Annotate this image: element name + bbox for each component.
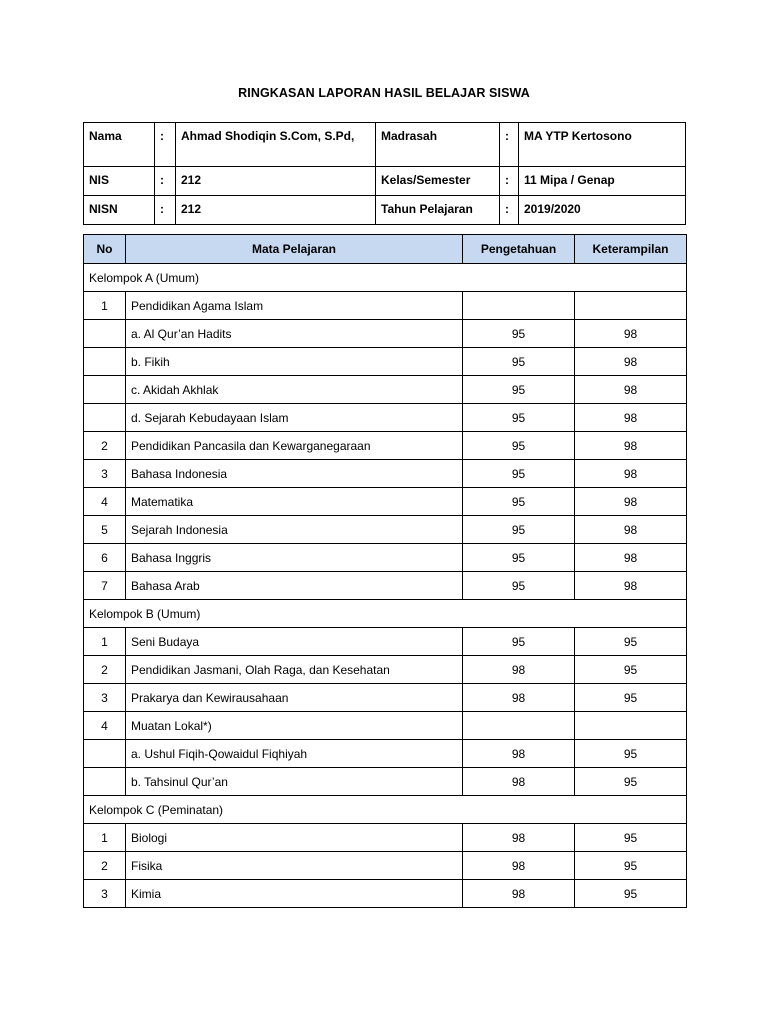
table-row xyxy=(84,404,687,432)
table-row xyxy=(84,320,687,348)
pengetahuan-score: 98 xyxy=(463,656,575,684)
group-label: Kelompok B (Umum) xyxy=(84,600,687,628)
row-number: 6 xyxy=(84,544,126,572)
pengetahuan-score: 95 xyxy=(463,432,575,460)
row-number xyxy=(84,740,126,768)
keterampilan-score: 98 xyxy=(575,516,687,544)
table-row xyxy=(84,852,687,880)
subject-name: Muatan Lokal*) xyxy=(126,712,463,740)
table-row xyxy=(84,460,687,488)
table-row xyxy=(84,712,687,740)
subject-name: b. Tahsinul Qur’an xyxy=(126,768,463,796)
subject-name: b. Fikih xyxy=(126,348,463,376)
keterampilan-score: 95 xyxy=(575,628,687,656)
subject-name: a. Ushul Fiqih-Qowaidul Fiqhiyah xyxy=(126,740,463,768)
table-row xyxy=(84,684,687,712)
keterampilan-score: 95 xyxy=(575,824,687,852)
pengetahuan-score: 98 xyxy=(463,740,575,768)
row-number: 3 xyxy=(84,880,126,908)
pengetahuan-score: 95 xyxy=(463,628,575,656)
info-row-nisn xyxy=(84,196,686,225)
group-row xyxy=(84,796,687,824)
row-number: 1 xyxy=(84,824,126,852)
row-number xyxy=(84,376,126,404)
pengetahuan-score xyxy=(463,292,575,320)
keterampilan-score: 95 xyxy=(575,880,687,908)
subject-name: c. Akidah Akhlak xyxy=(126,376,463,404)
tahun-value: 2019/2020 xyxy=(519,196,686,225)
kelas-value: 11 Mipa / Genap xyxy=(519,167,686,196)
row-number xyxy=(84,348,126,376)
madrasah-label: Madrasah xyxy=(376,123,500,167)
keterampilan-score: 95 xyxy=(575,656,687,684)
colon: : xyxy=(155,123,176,167)
subject-name: Sejarah Indonesia xyxy=(126,516,463,544)
info-row-nis xyxy=(84,167,686,196)
table-row xyxy=(84,376,687,404)
row-number: 3 xyxy=(84,460,126,488)
row-number: 2 xyxy=(84,852,126,880)
subject-name: Kimia xyxy=(126,880,463,908)
pengetahuan-score: 98 xyxy=(463,824,575,852)
madrasah-value: MA YTP Kertosono xyxy=(519,123,686,167)
keterampilan-score: 98 xyxy=(575,488,687,516)
row-number: 4 xyxy=(84,712,126,740)
keterampilan-score xyxy=(575,292,687,320)
tahun-label: Tahun Pelajaran xyxy=(376,196,500,225)
table-row xyxy=(84,768,687,796)
kelas-label: Kelas/Semester xyxy=(376,167,500,196)
pengetahuan-score: 98 xyxy=(463,768,575,796)
subject-name: Fisika xyxy=(126,852,463,880)
keterampilan-score: 98 xyxy=(575,572,687,600)
pengetahuan-score: 95 xyxy=(463,516,575,544)
keterampilan-score: 95 xyxy=(575,852,687,880)
pengetahuan-score: 95 xyxy=(463,544,575,572)
keterampilan-score: 98 xyxy=(575,376,687,404)
colon: : xyxy=(155,167,176,196)
row-number: 1 xyxy=(84,292,126,320)
group-row xyxy=(84,600,687,628)
colon: : xyxy=(500,123,519,167)
table-row xyxy=(84,488,687,516)
pengetahuan-score: 95 xyxy=(463,348,575,376)
row-number xyxy=(84,404,126,432)
row-number: 3 xyxy=(84,684,126,712)
subject-name: Pendidikan Agama Islam xyxy=(126,292,463,320)
table-row xyxy=(84,824,687,852)
pengetahuan-score: 95 xyxy=(463,488,575,516)
subject-name: Bahasa Arab xyxy=(126,572,463,600)
table-row xyxy=(84,880,687,908)
nis-label: NIS xyxy=(84,167,155,196)
keterampilan-score: 95 xyxy=(575,768,687,796)
pengetahuan-score: 98 xyxy=(463,880,575,908)
pengetahuan-score: 98 xyxy=(463,852,575,880)
grades-table xyxy=(83,234,687,908)
grades-header-row xyxy=(84,235,687,264)
colon: : xyxy=(500,196,519,225)
group-label: Kelompok C (Peminatan) xyxy=(84,796,687,824)
nama-label: Nama xyxy=(84,123,155,167)
subject-name: Bahasa Inggris xyxy=(126,544,463,572)
pengetahuan-score: 98 xyxy=(463,684,575,712)
row-number: 1 xyxy=(84,628,126,656)
page-title: RINGKASAN LAPORAN HASIL BELAJAR SISWA xyxy=(238,86,530,100)
subject-name: d. Sejarah Kebudayaan Islam xyxy=(126,404,463,432)
group-label: Kelompok A (Umum) xyxy=(84,264,687,292)
row-number: 2 xyxy=(84,432,126,460)
table-row xyxy=(84,740,687,768)
keterampilan-score: 98 xyxy=(575,432,687,460)
table-row xyxy=(84,628,687,656)
group-row xyxy=(84,264,687,292)
keterampilan-score: 98 xyxy=(575,348,687,376)
table-row xyxy=(84,348,687,376)
pengetahuan-score: 95 xyxy=(463,404,575,432)
subject-name: Matematika xyxy=(126,488,463,516)
row-number xyxy=(84,768,126,796)
keterampilan-score: 98 xyxy=(575,320,687,348)
table-row xyxy=(84,572,687,600)
header-mata-pelajaran: Mata Pelajaran xyxy=(126,235,463,264)
header-pengetahuan: Pengetahuan xyxy=(463,235,575,264)
pengetahuan-score: 95 xyxy=(463,376,575,404)
keterampilan-score xyxy=(575,712,687,740)
colon: : xyxy=(155,196,176,225)
table-row xyxy=(84,516,687,544)
pengetahuan-score: 95 xyxy=(463,320,575,348)
table-row xyxy=(84,432,687,460)
row-number xyxy=(84,320,126,348)
row-number: 2 xyxy=(84,656,126,684)
table-row xyxy=(84,656,687,684)
row-number: 7 xyxy=(84,572,126,600)
pengetahuan-score: 95 xyxy=(463,572,575,600)
keterampilan-score: 95 xyxy=(575,684,687,712)
subject-name: Seni Budaya xyxy=(126,628,463,656)
nis-value: 212 xyxy=(176,167,376,196)
table-row xyxy=(84,292,687,320)
student-info-table xyxy=(83,122,686,225)
subject-name: a. Al Qur’an Hadits xyxy=(126,320,463,348)
table-row xyxy=(84,544,687,572)
subject-name: Prakarya dan Kewirausahaan xyxy=(126,684,463,712)
keterampilan-score: 98 xyxy=(575,544,687,572)
nisn-value: 212 xyxy=(176,196,376,225)
colon: : xyxy=(500,167,519,196)
info-row-nama xyxy=(84,123,686,167)
grades-body xyxy=(84,264,687,908)
nisn-label: NISN xyxy=(84,196,155,225)
subject-name: Bahasa Indonesia xyxy=(126,460,463,488)
nama-value: Ahmad Shodiqin S.Com, S.Pd, xyxy=(176,123,376,167)
subject-name: Pendidikan Pancasila dan Kewarganegaraan xyxy=(126,432,463,460)
keterampilan-score: 98 xyxy=(575,460,687,488)
keterampilan-score: 95 xyxy=(575,740,687,768)
header-no: No xyxy=(84,235,126,264)
subject-name: Biologi xyxy=(126,824,463,852)
pengetahuan-score xyxy=(463,712,575,740)
row-number: 5 xyxy=(84,516,126,544)
row-number: 4 xyxy=(84,488,126,516)
subject-name: Pendidikan Jasmani, Olah Raga, dan Kesehatan xyxy=(126,656,463,684)
pengetahuan-score: 95 xyxy=(463,460,575,488)
header-keterampilan: Keterampilan xyxy=(575,235,687,264)
keterampilan-score: 98 xyxy=(575,404,687,432)
